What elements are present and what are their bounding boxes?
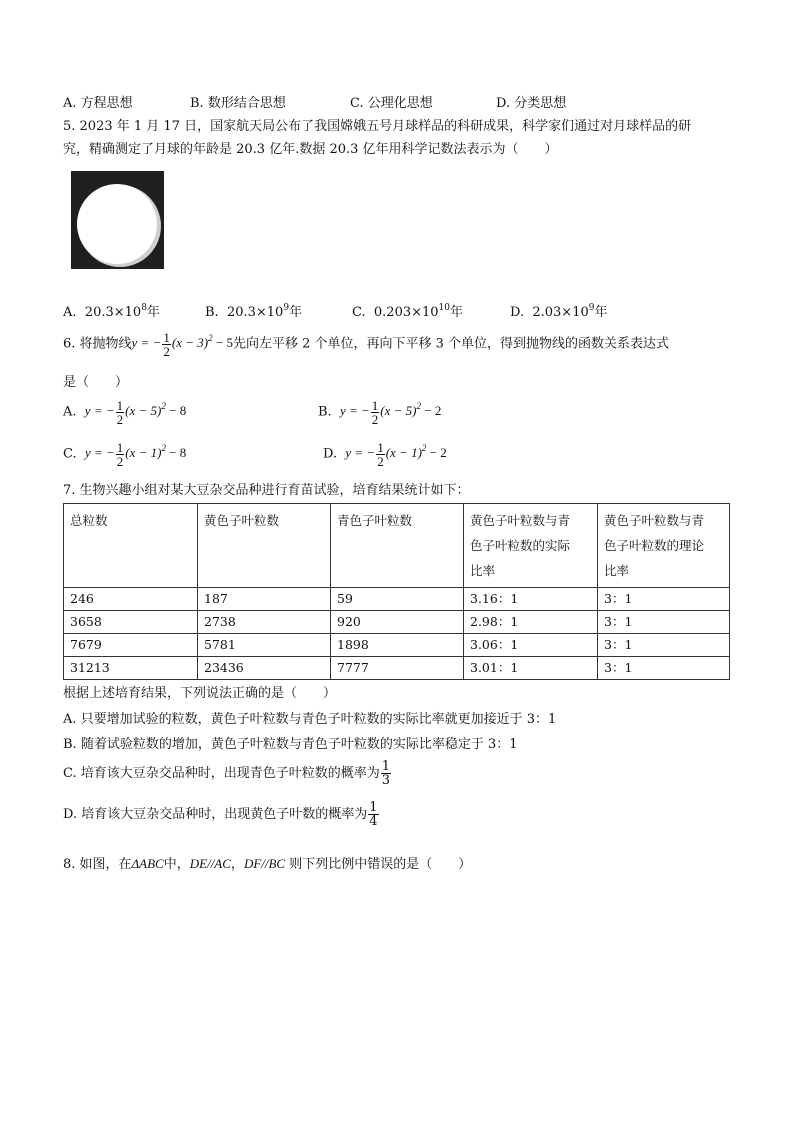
option-exponent: 10	[438, 303, 450, 313]
option-label: B.	[205, 305, 219, 320]
table-cell: 1898	[331, 634, 464, 657]
option-exponent: 9	[588, 303, 595, 313]
table-cell: 5781	[198, 634, 331, 657]
table-cell: 3658	[64, 611, 198, 634]
table-cell: 3：1	[598, 611, 730, 634]
parallel-de-ac: DE//AC	[189, 856, 231, 871]
parallel-df-bc: DF//BC	[243, 856, 286, 871]
q6-suffix: 先向左平移 2 个单位，再向下平移 3 个单位，得到抛物线的函数关系表达式	[232, 336, 670, 352]
q5-text-line2: 究，精确测定了月球的年龄是 20.3 亿年.数据 20.3 亿年用科学记数法表示为（ ）	[63, 142, 558, 157]
q5-option-c	[352, 301, 463, 320]
q7-option-b: B. 随着试验粒数的增加，黄色子叶粒数与青色子叶粒数的实际比率稳定于 3：1	[63, 737, 518, 752]
table-cell: 59	[331, 588, 464, 611]
q4-option-d: D. 分类思想	[496, 96, 567, 111]
table-row	[64, 588, 730, 611]
header-theory-ratio: 黄色子叶粒数与青 色子叶粒数的理论 比率	[598, 504, 730, 588]
header-yellow: 黄色子叶粒数	[198, 504, 331, 588]
table-cell: 3：1	[598, 657, 730, 680]
header-green: 青色子叶粒数	[331, 504, 464, 588]
table-cell: 920	[331, 611, 464, 634]
option-label: C.	[352, 305, 366, 320]
option-mantissa: 2.03×10	[532, 305, 589, 320]
q5-text-line1: 5. 2023 年 1 月 17 日，国家航天局公布了我国嫦娥五号月球样品的科研成果，科学家们通过对月球样品的研	[63, 119, 692, 134]
table-cell: 246	[64, 588, 198, 611]
table-row	[64, 611, 730, 634]
option-mantissa: 20.3×10	[226, 305, 284, 320]
table-cell: 2.98：1	[464, 611, 598, 634]
option-mantissa: 0.203×10	[373, 305, 439, 320]
option-unit: 年	[289, 305, 303, 320]
q4-option-b: B. 数形结合思想	[190, 96, 286, 111]
option-exponent: 9	[283, 303, 290, 313]
q7-results-table	[63, 503, 730, 680]
table-cell: 3.01：1	[464, 657, 598, 680]
q7-option-a: A. 只要增加试验的粒数，黄色子叶粒数与青色子叶粒数的实际比率就更加接近于 3：1	[63, 712, 557, 727]
table-row	[64, 634, 730, 657]
q7-option-c: C. 培育该大豆杂交品种时，出现青色子叶粒数的概率为 $\frac{1}{3}$	[63, 759, 391, 788]
moon-photo	[71, 171, 164, 269]
table-cell: 3：1	[598, 588, 730, 611]
q6-stem	[63, 331, 669, 358]
option-unit: 年	[594, 305, 608, 320]
q5-option-d	[510, 301, 608, 320]
table-row	[64, 657, 730, 680]
q6-option-d: D. y = − $\frac{1}{2}$ $(x - 1)^2 - 2$	[323, 440, 447, 469]
header-total: 总粒数	[64, 504, 198, 588]
table-cell: 7777	[331, 657, 464, 680]
table-cell: 7679	[64, 634, 198, 657]
q6-option-c: C. y = − $\frac{1}{2}$ $(x - 1)^2 - 8$	[63, 440, 187, 469]
q6-prefix: 6. 将抛物线	[63, 336, 132, 352]
table-cell: 3：1	[598, 634, 730, 657]
q6-text-line2: 是（ ）	[63, 375, 129, 390]
table-cell: 2738	[198, 611, 331, 634]
option-label: D.	[510, 305, 525, 320]
q7-intro: 7. 生物兴趣小组对某大豆杂交品种进行育苗试验，培育结果统计如下：	[63, 483, 470, 498]
q4-option-a: A. 方程思想	[63, 96, 133, 111]
triangle-abc: ΔABC	[131, 856, 164, 871]
option-mantissa: 20.3×10	[84, 305, 142, 320]
moon-disc	[77, 184, 157, 264]
header-actual-ratio: 黄色子叶粒数与青 色子叶粒数的实际 比率	[464, 504, 598, 588]
table-cell: 187	[198, 588, 331, 611]
q6-option-a: A. y = − $\frac{1}{2}$ $(x - 5)^2 - 8$	[63, 398, 187, 427]
option-unit: 年	[146, 305, 160, 320]
table-cell: 3.16：1	[464, 588, 598, 611]
q8-stem: 8. 如图，在ΔABC中，DE//AC，DF//BC 则下列比例中错误的是（ ）	[63, 856, 472, 872]
table-cell: 3.06：1	[464, 634, 598, 657]
q7-question: 根据上述培育结果，下列说法正确的是（ ）	[63, 686, 337, 701]
table-cell: 23436	[198, 657, 331, 680]
q5-option-b	[205, 301, 302, 320]
option-exponent: 8	[141, 303, 147, 313]
q5-option-a	[63, 301, 160, 320]
table-header-row	[64, 504, 730, 588]
q6-option-b: B. y = − $\frac{1}{2}$ $(x - 5)^2 - 2$	[318, 398, 442, 427]
option-label: A.	[63, 305, 77, 320]
q4-option-c: C. 公理化思想	[350, 96, 433, 111]
q6-original-function: y = − $\frac{1}{2}$ $(x - 3)^2 - 5$	[131, 330, 233, 359]
q7-option-d: D. 培育该大豆杂交品种时，出现黄色子叶数的概率为 $\frac{1}{4}$	[63, 800, 378, 829]
table-cell: 31213	[64, 657, 198, 680]
option-unit: 年	[450, 305, 464, 320]
